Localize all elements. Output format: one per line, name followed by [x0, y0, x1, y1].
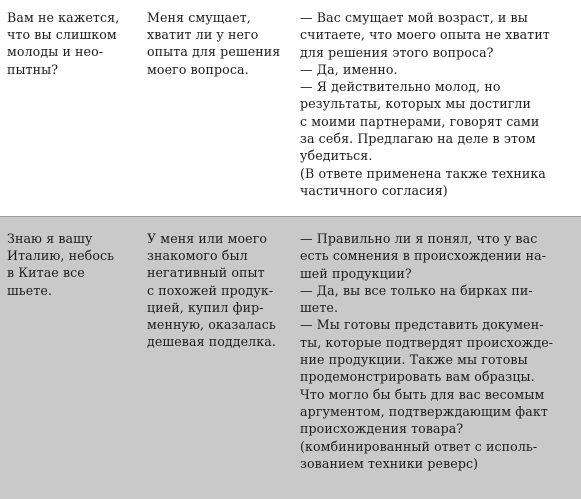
table-row — [0, 0, 581, 217]
reason-cell: Меня смущает, хватит ли у него опыта для решения моего вопроса. — [147, 10, 281, 77]
objection-cell: Вам не кажется, что вы слишком молоды и нео- пытны? — [7, 10, 120, 77]
table-row — [0, 217, 581, 499]
reason-cell: У меня или моего знакомого был негативный опыт с похожей продук- цией, купил фир- менную, оказалась дешевая подделка. — [147, 231, 276, 350]
answer-cell: — Правильно ли я понял, что у вас есть сомнения в происхождении на- шей продукции? — Да, вы все только на бирках пи- шете. — Мы готовы представить докумен- ты, которые подтвердят происхожде- ние продукции. Также мы готовы продемонстрировать вам образцы. Что могло бы быть для вас весомым аргументом, подтверждающим факт происхождения товара? (комбинированный ответ с исполь- зованием техники реверс) — [300, 231, 554, 471]
objection-cell: Знаю я вашу Италию, небось в Китае все шьете. — [7, 231, 115, 298]
answer-cell: — Вас смущает мой возраст, и вы считаете, что моего опыта не хватит для решения этого вопроса? — Да, именно. — Я действительно молод, но результаты, которых мы достигли с моими партнерами, говорят сами за себя. Предлагаю на деле в этом убедиться. (В ответе применена также техника частичного согласия) — [300, 10, 550, 198]
